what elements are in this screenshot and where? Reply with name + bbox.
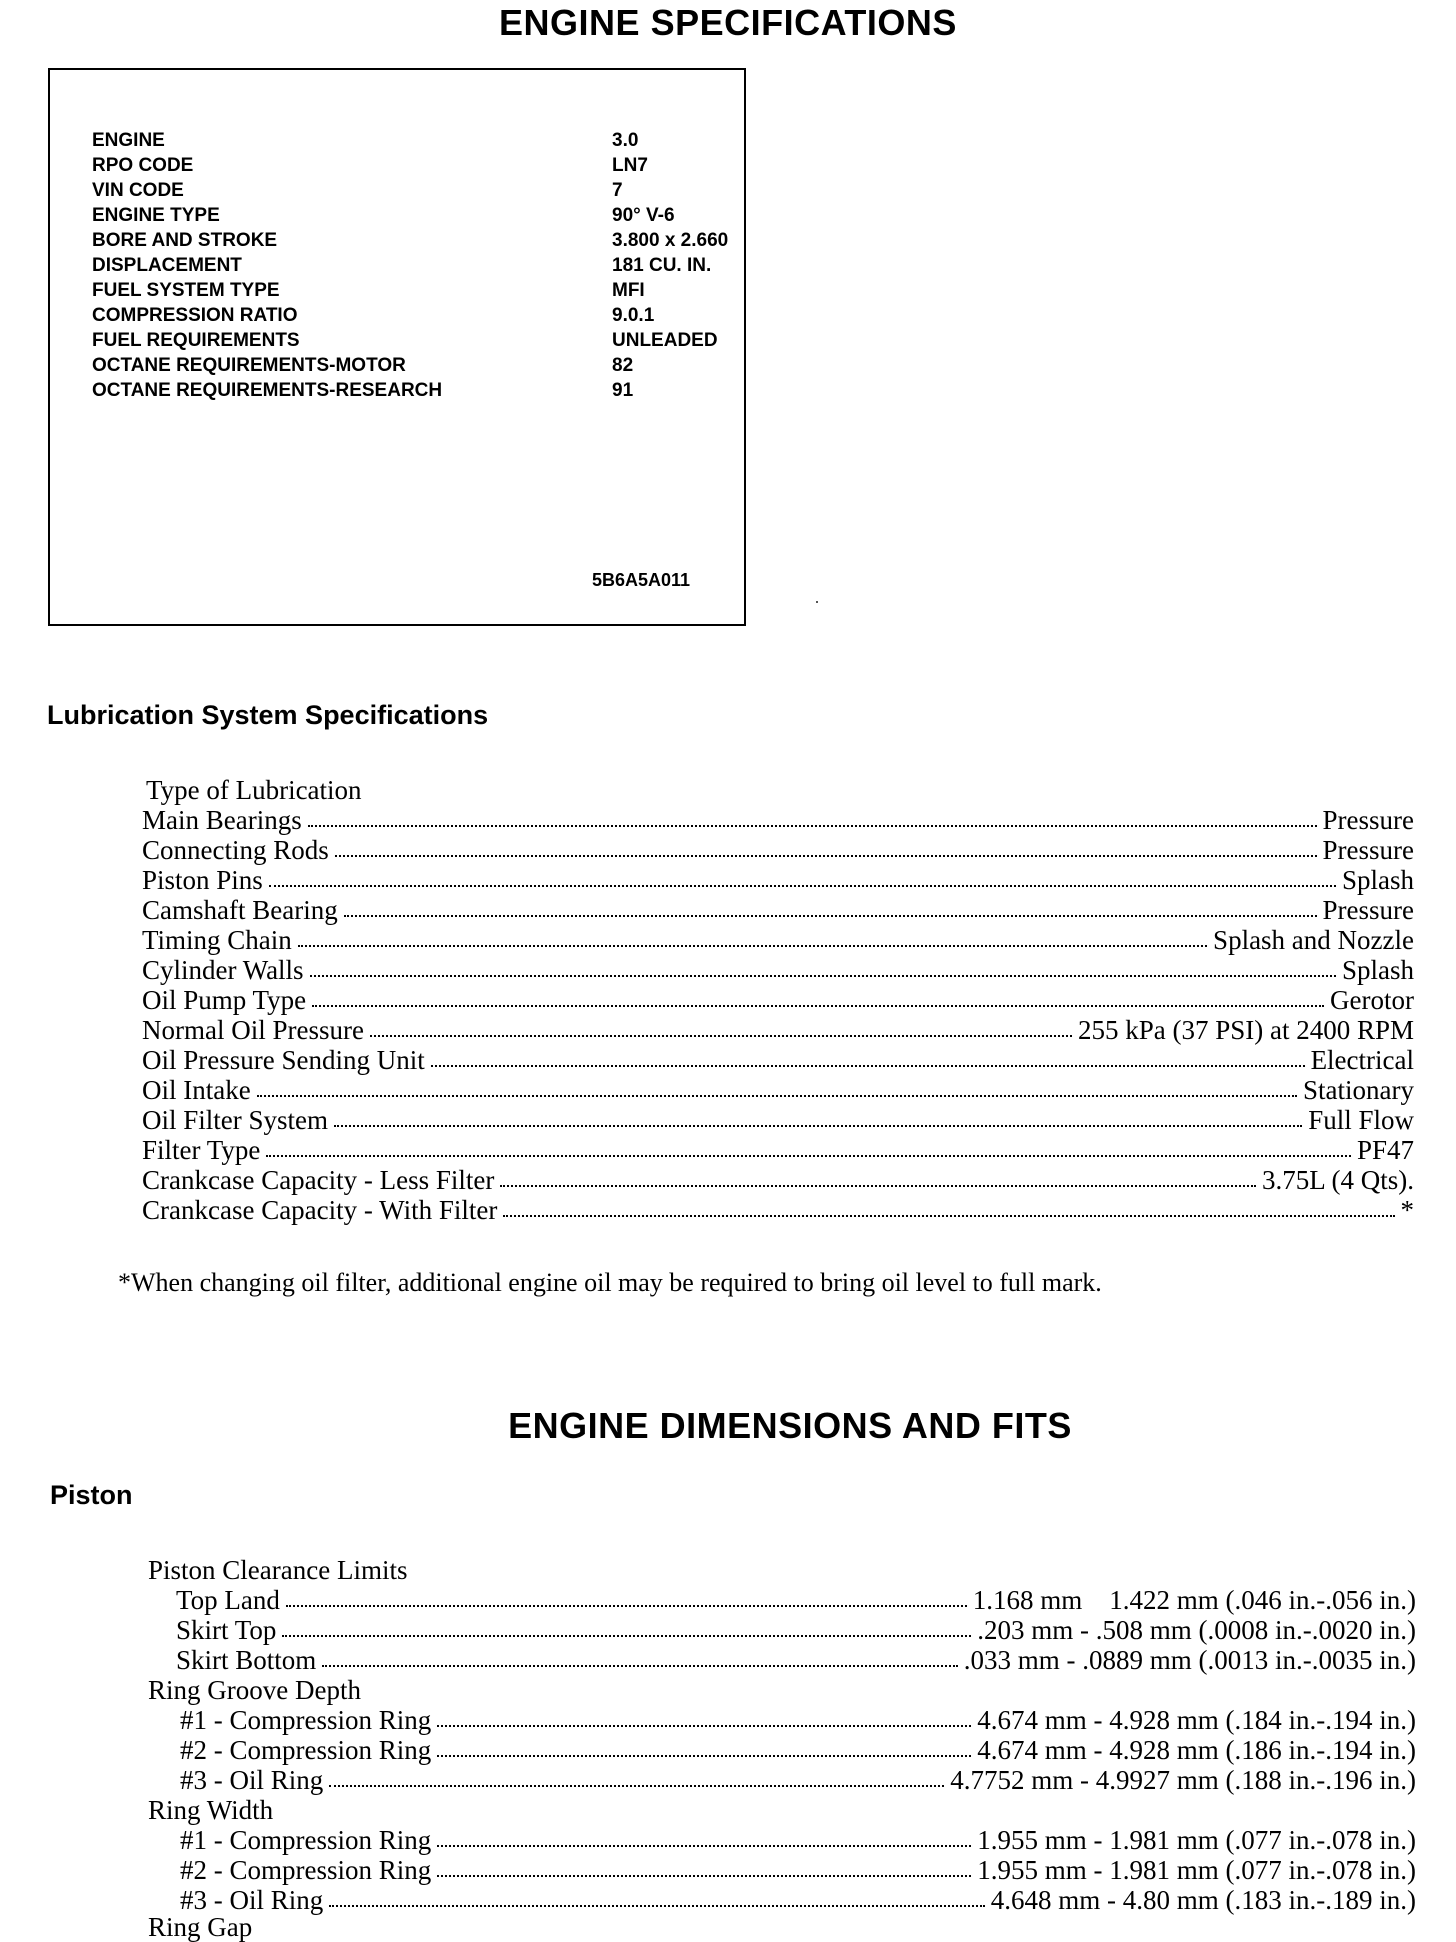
row-value: * [1400, 1195, 1414, 1225]
row-value: Splash [1341, 955, 1414, 985]
clearance-row [176, 1615, 1416, 1645]
spec-value: 82 [612, 355, 634, 376]
spec-label: ENGINE [92, 130, 165, 151]
width-heading: Ring Width [148, 1795, 274, 1825]
row-value: 4.648 mm - 4.80 mm (.183 in.-.189 in.) [990, 1885, 1416, 1915]
leader-dots [437, 1855, 971, 1877]
spec-label: OCTANE REQUIREMENTS-MOTOR [92, 355, 406, 376]
row-label: Filter Type [142, 1135, 261, 1165]
width-row [180, 1855, 1416, 1885]
row-value: Stationary [1303, 1075, 1414, 1105]
row-label: #2 - Compression Ring [180, 1735, 432, 1765]
row-label: Oil Filter System [142, 1105, 329, 1135]
groove-heading: Ring Groove Depth [148, 1675, 361, 1705]
row-value: Pressure [1322, 835, 1414, 865]
leader-dots [329, 1765, 944, 1787]
row-value: .033 mm - .0889 mm (.0013 in.-.0035 in.) [963, 1645, 1416, 1675]
lubrication-row [142, 835, 1414, 865]
leader-dots [322, 1645, 957, 1667]
leader-dots [503, 1195, 1394, 1217]
clearance-row [176, 1645, 1416, 1675]
row-label: Top Land [176, 1585, 280, 1615]
row-value: 1.168 mm 1.422 mm (.046 in.-.056 in.) [972, 1585, 1416, 1615]
leader-dots [500, 1165, 1256, 1187]
row-value: .203 mm - .508 mm (.0008 in.-.0020 in.) [977, 1615, 1416, 1645]
row-value: 1.955 mm - 1.981 mm (.077 in.-.078 in.) [977, 1855, 1416, 1885]
spec-value: 91 [612, 380, 634, 401]
leader-dots [269, 865, 1336, 887]
spec-value: 3.0 [612, 130, 639, 151]
row-label: Skirt Top [176, 1615, 277, 1645]
spec-label: FUEL REQUIREMENTS [92, 330, 300, 351]
row-label: Camshaft Bearing [142, 895, 338, 925]
groove-row [180, 1735, 1416, 1765]
lubrication-row [142, 1195, 1414, 1225]
row-value: 3.75L (4 Qts). [1262, 1165, 1414, 1195]
row-label: Oil Intake [142, 1075, 251, 1105]
spec-label: BORE AND STROKE [92, 230, 278, 251]
row-label: #1 - Compression Ring [180, 1825, 432, 1855]
piston-section-title: Piston [50, 1480, 133, 1510]
spec-value: 7 [612, 180, 623, 201]
lubrication-heading: Type of Lubrication [146, 775, 362, 805]
lubrication-row [142, 1015, 1414, 1045]
leader-dots [334, 1105, 1302, 1127]
leader-dots [266, 1135, 1351, 1157]
row-label: Cylinder Walls [142, 955, 304, 985]
spec-label: FUEL SYSTEM TYPE [92, 280, 280, 301]
width-row [180, 1885, 1416, 1915]
spec-value: 181 CU. IN. [612, 255, 712, 276]
spec-label: DISPLACEMENT [92, 255, 242, 276]
scan-speck [816, 601, 818, 603]
leader-dots [298, 925, 1207, 947]
row-label: #2 - Compression Ring [180, 1855, 432, 1885]
spec-label: RPO CODE [92, 155, 194, 176]
row-label: Normal Oil Pressure [142, 1015, 364, 1045]
lubrication-section-title: Lubrication System Specifications [47, 700, 489, 730]
lubrication-row [142, 955, 1414, 985]
leader-dots [437, 1825, 971, 1847]
lubrication-row [142, 805, 1414, 835]
row-value: PF47 [1356, 1135, 1414, 1165]
row-value: Electrical [1310, 1045, 1414, 1075]
clearance-heading: Piston Clearance Limits [148, 1555, 408, 1585]
leader-dots [431, 1045, 1305, 1067]
row-value: 4.674 mm - 4.928 mm (.184 in.-.194 in.) [977, 1705, 1416, 1735]
leader-dots [437, 1705, 971, 1727]
spec-value: 3.800 x 2.660 [612, 230, 729, 251]
lubrication-row [142, 925, 1414, 955]
spec-value: LN7 [612, 155, 648, 176]
groove-row [180, 1705, 1416, 1735]
spec-label: COMPRESSION RATIO [92, 305, 298, 326]
row-label: #3 - Oil Ring [180, 1765, 324, 1795]
row-value: 4.7752 mm - 4.9927 mm (.188 in.-.196 in.) [950, 1765, 1416, 1795]
groove-row [180, 1765, 1416, 1795]
width-row [180, 1825, 1416, 1855]
row-label: Oil Pump Type [142, 985, 307, 1015]
spec-value: 90° V-6 [612, 205, 675, 226]
spec-value: UNLEADED [612, 330, 718, 351]
lubrication-row [142, 985, 1414, 1015]
row-label: #3 - Oil Ring [180, 1885, 324, 1915]
leader-dots [310, 955, 1336, 977]
row-label: Timing Chain [142, 925, 292, 955]
row-value: Gerotor [1330, 985, 1414, 1015]
spec-label: VIN CODE [92, 180, 184, 201]
leader-dots [329, 1885, 985, 1907]
leader-dots [286, 1585, 967, 1607]
leader-dots [308, 805, 1317, 827]
leader-dots [344, 895, 1317, 917]
lubrication-row [142, 895, 1414, 925]
leader-dots [257, 1075, 1297, 1097]
lubrication-footnote: *When changing oil filter, additional engine oil may be required to bring oil level to full mark. [118, 1268, 1102, 1297]
lubrication-row [142, 865, 1414, 895]
leader-dots [437, 1735, 971, 1757]
gap-heading: Ring Gap [148, 1912, 253, 1942]
spec-label: ENGINE TYPE [92, 205, 220, 226]
row-value: 4.674 mm - 4.928 mm (.186 in.-.194 in.) [977, 1735, 1416, 1765]
row-label: Main Bearings [142, 805, 302, 835]
row-value: Pressure [1322, 895, 1414, 925]
row-value: Full Flow [1308, 1105, 1414, 1135]
row-label: Oil Pressure Sending Unit [142, 1045, 425, 1075]
lubrication-row [142, 1075, 1414, 1105]
spec-value: MFI [612, 280, 645, 301]
leader-dots [312, 985, 1324, 1007]
row-value: 1.955 mm - 1.981 mm (.077 in.-.078 in.) [977, 1825, 1416, 1855]
leader-dots [335, 835, 1317, 857]
spec-value: 9.0.1 [612, 305, 655, 326]
row-label: Skirt Bottom [176, 1645, 317, 1675]
row-value: Splash [1341, 865, 1414, 895]
lubrication-row [142, 1165, 1414, 1195]
leader-dots [282, 1615, 971, 1637]
row-label: Crankcase Capacity - With Filter [142, 1195, 498, 1225]
lubrication-row [142, 1105, 1414, 1135]
dimensions-title: ENGINE DIMENSIONS AND FITS [508, 1405, 1072, 1446]
lubrication-row [142, 1135, 1414, 1165]
lubrication-row [142, 1045, 1414, 1075]
leader-dots [370, 1015, 1072, 1037]
row-value: 255 kPa (37 PSI) at 2400 RPM [1077, 1015, 1414, 1045]
row-label: Connecting Rods [142, 835, 329, 865]
figure-code: 5B6A5A011 [592, 570, 691, 590]
engine-spec-box [48, 68, 746, 626]
row-label: Piston Pins [142, 865, 263, 895]
page-title: ENGINE SPECIFICATIONS [499, 2, 957, 43]
spec-label: OCTANE REQUIREMENTS-RESEARCH [92, 380, 443, 401]
row-value: Splash and Nozzle [1213, 925, 1414, 955]
row-value: Pressure [1322, 805, 1414, 835]
clearance-row [176, 1585, 1416, 1615]
row-label: #1 - Compression Ring [180, 1705, 432, 1735]
row-label: Crankcase Capacity - Less Filter [142, 1165, 495, 1195]
